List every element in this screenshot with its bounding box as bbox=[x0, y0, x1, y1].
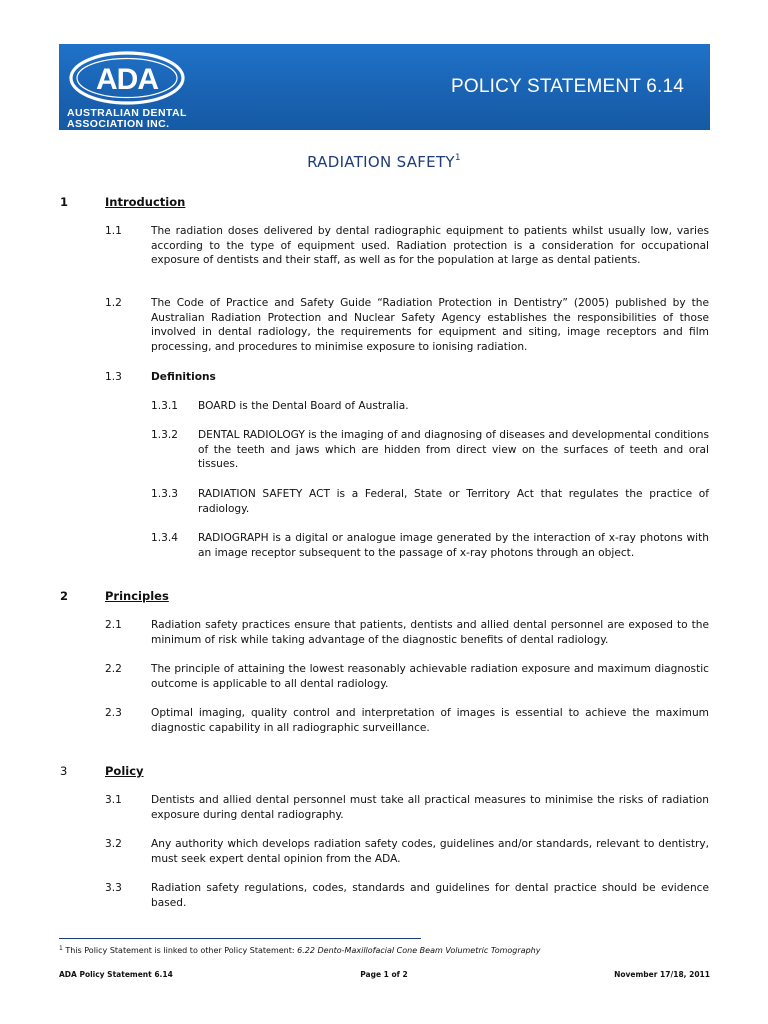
item-2-3-text: Optimal imaging, quality control and interpretation of images is essential to achieve the maximum diagnostic capability in all radiographic surveillance. bbox=[151, 707, 709, 734]
item-1-1-number: 1.1 bbox=[105, 225, 122, 237]
footnote bbox=[59, 945, 540, 955]
item-2-3-number: 2.3 bbox=[105, 707, 122, 719]
section-2-number: 2 bbox=[60, 589, 69, 603]
association-name bbox=[67, 108, 187, 130]
item-2-1-text: Radiation safety practices ensure that patients, dentists and allied dental personnel are exposed to the minimum of risk while taking advantage of the diagnostic benefits of dental radiology. bbox=[151, 619, 709, 646]
document-title bbox=[0, 153, 768, 171]
section-3-number: 3 bbox=[60, 764, 68, 778]
item-1-3-3-number: 1.3.3 bbox=[151, 488, 178, 500]
ada-logo-icon bbox=[67, 50, 187, 106]
section-2-heading: Principles bbox=[105, 589, 169, 603]
item-1-2-number: 1.2 bbox=[105, 297, 122, 309]
item-1-3-3-text: RADIATION SAFETY ACT is a Federal, State or Territory Act that regulates the practice of radiology. bbox=[198, 488, 709, 515]
item-3-1-text: Dentists and allied dental personnel must take all practical measures to minimise the risks of radiation exposure during dental radiography. bbox=[151, 794, 709, 821]
footnote-divider bbox=[59, 938, 421, 939]
footnote-linked-statement: 6.22 Dento-Maxillofacial Cone Beam Volumetric Tomography bbox=[297, 946, 541, 955]
item-1-3-1-number: 1.3.1 bbox=[151, 400, 178, 412]
footer-date: November 17/18, 2011 bbox=[614, 970, 710, 979]
item-1-3-2-number: 1.3.2 bbox=[151, 429, 178, 441]
section-1-heading: Introduction bbox=[105, 195, 186, 209]
association-line-1: AUSTRALIAN DENTAL bbox=[67, 107, 187, 119]
footer-page-number: Page 1 of 2 bbox=[360, 970, 408, 979]
item-1-3-2-text: DENTAL RADIOLOGY is the imaging of and diagnosing of diseases and developmental conditions of the teeth and jaws which are hidden from direct view on the surfaces of teeth and oral tissues. bbox=[198, 429, 709, 471]
footnote-mark: 1 bbox=[59, 945, 63, 952]
item-1-3-number: 1.3 bbox=[105, 371, 122, 383]
item-2-2-text: The principle of attaining the lowest reasonably achievable radiation exposure and maximum diagnostic outcome is applicable to all dental radiology. bbox=[151, 663, 709, 690]
policy-statement-number: POLICY STATEMENT 6.14 bbox=[451, 76, 684, 97]
logo-text: ADA bbox=[96, 63, 158, 96]
footer-document-name: ADA Policy Statement 6.14 bbox=[59, 970, 173, 979]
title-footnote-mark: 1 bbox=[454, 153, 461, 163]
item-3-1-number: 3.1 bbox=[105, 794, 122, 806]
section-1-number: 1 bbox=[60, 195, 69, 209]
item-2-1-number: 2.1 bbox=[105, 619, 122, 631]
item-1-2-text: The Code of Practice and Safety Guide “Radiation Protection in Dentistry” (2005) published by the Australian Radiation Protection and Nuclear Safety Agency establishes the responsibilities of those involved in dental radiology, the requirements for equipment and siting, image receptors and film processing, and procedures to minimise exposure to ionising radiation. bbox=[151, 297, 709, 354]
ada-logo bbox=[67, 50, 197, 128]
item-2-2-number: 2.2 bbox=[105, 663, 122, 675]
item-3-2-number: 3.2 bbox=[105, 838, 122, 850]
item-1-3-4-text: RADIOGRAPH is a digital or analogue image generated by the interaction of x-ray photons with an image receptor subsequent to the passage of x-ray photons through an object. bbox=[198, 532, 709, 559]
header-banner bbox=[59, 44, 710, 130]
footnote-text: This Policy Statement is linked to other Policy Statement: bbox=[65, 946, 298, 955]
item-1-3-1-text: BOARD is the Dental Board of Australia. bbox=[198, 400, 409, 412]
item-3-3-number: 3.3 bbox=[105, 882, 122, 894]
item-3-3-text: Radiation safety regulations, codes, standards and guidelines for dental practice should be evidence based. bbox=[151, 882, 709, 909]
association-line-2: ASSOCIATION INC. bbox=[67, 118, 170, 130]
section-3-heading: Policy bbox=[105, 764, 144, 778]
item-3-2-text: Any authority which develops radiation safety codes, guidelines and/or standards, relevant to dentistry, must seek expert dental opinion from the ADA. bbox=[151, 838, 709, 865]
title-text: RADIATION SAFETY bbox=[307, 153, 455, 171]
item-1-1-text: The radiation doses delivered by dental radiographic equipment to patients whilst usually low, varies according to the type of equipment used. Radiation protection is a consideration for occupational exposure of dentists and their staff, as well as for the population at large as dental patients. bbox=[151, 225, 709, 267]
item-1-3-4-number: 1.3.4 bbox=[151, 532, 178, 544]
definitions-heading: Definitions bbox=[151, 371, 216, 383]
